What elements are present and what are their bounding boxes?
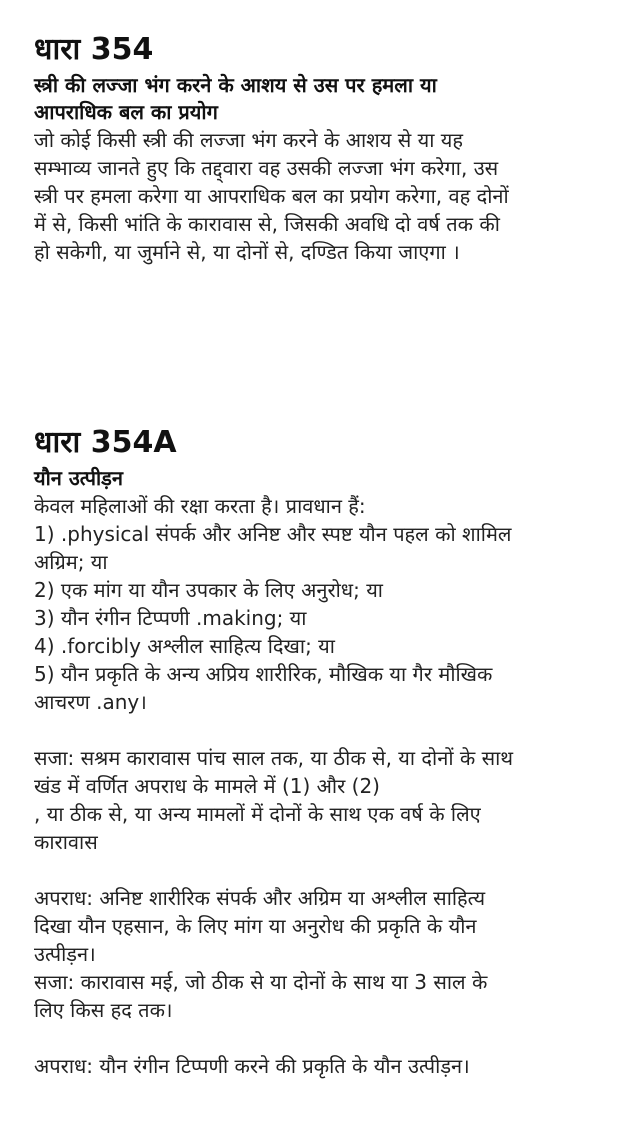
section-354-subtitle	[34, 72, 624, 126]
offence-line: सजा: कारावास मई, जो ठीक से या दोनों के साथ या 3 साल के	[34, 970, 488, 994]
offence-line: अपराध: यौन रंगीन टिप्पणी करने की प्रकृति के यौन उत्पीड़न।	[34, 1054, 470, 1078]
section-354-body	[34, 126, 624, 266]
section-354-title: धारा 354	[34, 32, 154, 67]
provisions-list	[34, 520, 624, 716]
section-354a-title: धारा 354A	[34, 425, 177, 460]
offence-line: अपराध: अनिष्ट शारीरिक संपर्क और अग्रिम या अश्लील साहित्य	[34, 886, 486, 910]
section-354a-intro	[34, 492, 624, 520]
body-line: सम्भाव्य जानते हुए कि तद्द्वारा वह उसकी लज्जा भंग करेगा, उस	[34, 156, 499, 180]
provision-line: 3) यौन रंगीन टिप्पणी .making; या	[34, 606, 307, 630]
intro-line: केवल महिलाओं की रक्षा करता है। प्रावधान हैं:	[34, 494, 366, 518]
provision-line: अग्रिम; या	[34, 550, 108, 574]
offence-line: उत्पीड़न।	[34, 942, 96, 966]
paragraph-gap	[34, 716, 624, 744]
subtitle-line: आपराधिक बल का प्रयोग	[34, 100, 218, 124]
offence-2-paragraph	[34, 1052, 624, 1080]
body-line: में से, किसी भांति के कारावास से, जिसकी अवधि दो वर्ष तक की	[34, 212, 500, 236]
provision-line: 5) यौन प्रकृति के अन्य अप्रिय शारीरिक, मौखिक या गैर मौखिक	[34, 662, 493, 686]
body-line: जो कोई किसी स्त्री की लज्जा भंग करने के आशय से या यह	[34, 128, 463, 152]
section-354a	[34, 421, 624, 1080]
provision-line: 1) .physical संपर्क और अनिष्ट और स्पष्ट यौन पहल को शामिल	[34, 522, 512, 546]
provision-line: आचरण .any।	[34, 690, 147, 714]
subtitle-line: स्त्री की लज्जा भंग करने के आशय से उस पर हमला या	[34, 73, 437, 97]
offence-1-paragraph	[34, 884, 624, 1024]
document-page	[34, 28, 624, 1078]
punishment-line: सजा: सश्रम कारावास पांच साल तक, या ठीक से, या दोनों के साथ	[34, 746, 514, 770]
offence-line: दिखा यौन एहसान, के लिए मांग या अनुरोध की प्रकृति के यौन	[34, 914, 477, 938]
punishment-line: , या ठीक से, या अन्य मामलों में दोनों के साथ एक वर्ष के लिए	[34, 802, 481, 826]
section-354	[34, 28, 624, 266]
paragraph-gap	[34, 1024, 624, 1052]
punishment-line: खंड में वर्णित अपराध के मामले में (1) और (2)	[34, 774, 380, 798]
body-line: स्त्री पर हमला करेगा या आपराधिक बल का प्रयोग करेगा, वह दोनों	[34, 184, 509, 208]
body-line: हो सकेगी, या जुर्माने से, या दोनों से, दण्डित किया जाएगा ।	[34, 240, 460, 264]
provision-line: 4) .forcibly अश्लील साहित्य दिखा; या	[34, 634, 335, 658]
offence-line: लिए किस हद तक।	[34, 998, 173, 1022]
punishment-line: कारावास	[34, 830, 98, 854]
punishment-paragraph	[34, 744, 624, 856]
section-354a-subtitle: यौन उत्पीड़न	[34, 466, 123, 490]
paragraph-gap	[34, 856, 624, 884]
provision-line: 2) एक मांग या यौन उपकार के लिए अनुरोध; या	[34, 578, 383, 602]
